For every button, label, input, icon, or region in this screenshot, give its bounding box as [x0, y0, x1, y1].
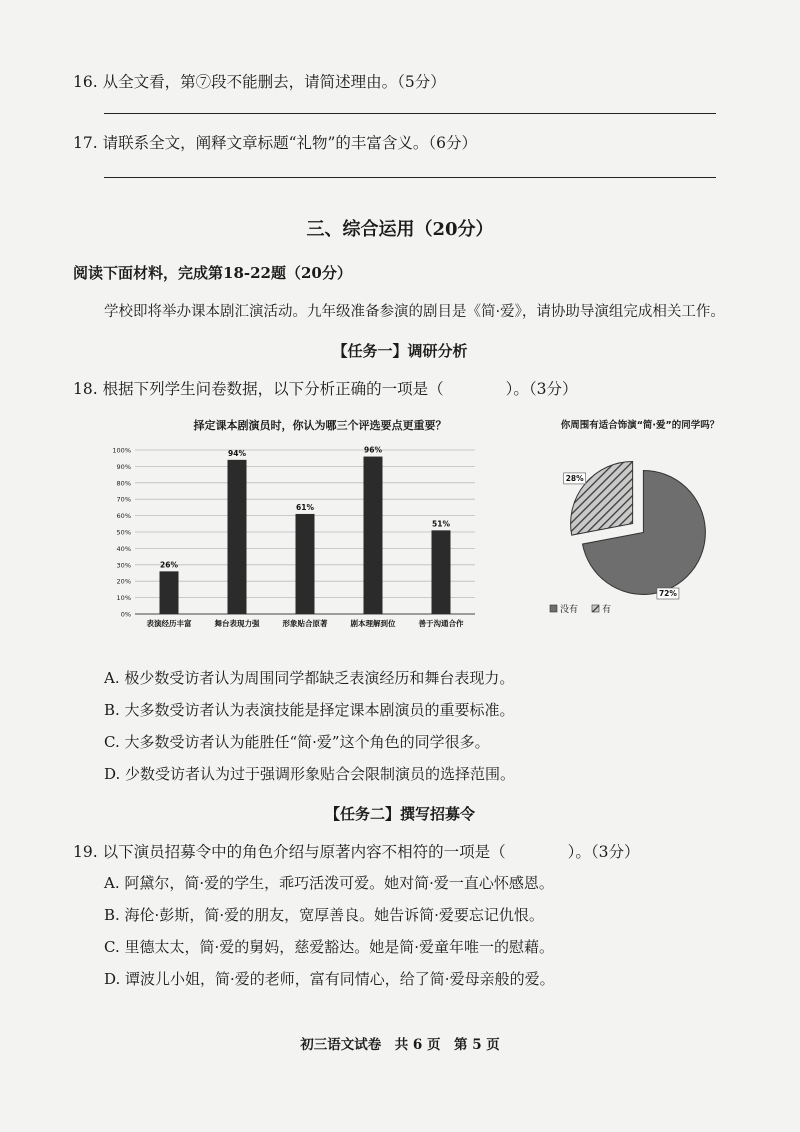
y-tick-label: 100%	[112, 446, 131, 455]
y-tick-label: 40%	[116, 544, 131, 553]
q19-option-d: D. 谭波儿小姐，简·爱的老师，富有同情心，给了简·爱母亲般的爱。	[104, 970, 555, 988]
bar-data-label: 94%	[228, 448, 246, 458]
y-tick-label: 80%	[116, 479, 131, 488]
legend-label: 没有	[560, 605, 579, 615]
bar-5	[432, 530, 451, 614]
y-tick-label: 0%	[120, 610, 131, 619]
x-category-label: 舞台表现力强	[214, 619, 260, 628]
y-tick-label: 50%	[116, 528, 131, 537]
q18-option-b: B. 大多数受访者认为表演技能是择定课本剧演员的重要标准。	[104, 701, 515, 719]
q19-option-b: B. 海伦·彭斯，简·爱的朋友，宽厚善良。她告诉简·爱要忘记仇恨。	[104, 906, 544, 924]
question-17: 17. 请联系全文，阐释文章标题“礼物”的丰富含义。（6分）	[73, 134, 478, 152]
q18-option-c: C. 大多数受访者认为能胜任“简·爱”这个角色的同学很多。	[104, 733, 490, 751]
y-tick-label: 10%	[116, 594, 131, 603]
bar-4	[364, 457, 383, 614]
x-category-label: 表演经历丰富	[146, 619, 192, 628]
answer-line-17	[104, 177, 716, 178]
bar-data-label: 26%	[160, 560, 178, 570]
y-tick-label: 70%	[116, 495, 131, 504]
section-intro: 学校即将举办课本剧汇演活动。九年级准备参演的剧目是《简·爱》，请协助导演组完成相关工作。	[104, 304, 725, 320]
q18-option-d: D. 少数受访者认为过于强调形象贴合会限制演员的选择范围。	[104, 765, 516, 783]
bar-data-label: 61%	[296, 502, 314, 512]
pie-data-label: 72%	[658, 589, 677, 599]
bar-chart-title: 择定课本剧演员时，你认为哪三个评选要点更重要？	[193, 419, 447, 432]
bar-3	[296, 514, 315, 614]
x-category-label: 善于沟通合作	[418, 619, 464, 628]
q19-option-c: C. 里德太太，简·爱的舅妈，慈爱豁达。她是简·爱童年唯一的慰藉。	[104, 938, 555, 956]
pie-chart-title: 你周围有适合饰演“简·爱”的同学吗？	[560, 420, 720, 431]
section-instruction: 阅读下面材料，完成第18-22题（20分）	[73, 264, 352, 282]
q19-option-a: A. 阿黛尔，简·爱的学生，乖巧活泼可爱。她对简·爱一直心怀感恩。	[104, 874, 554, 892]
pie-slice-2	[571, 462, 633, 536]
y-tick-label: 30%	[116, 561, 131, 570]
bar-chart	[105, 412, 485, 634]
bar-data-label: 96%	[364, 445, 382, 455]
y-tick-label: 90%	[116, 462, 131, 471]
task2-title: 【任务二】撰写招募令	[324, 805, 475, 823]
y-tick-label: 60%	[116, 512, 131, 521]
legend-label: 有	[602, 605, 612, 615]
pie-chart	[520, 412, 760, 627]
x-category-label: 剧本理解到位	[350, 619, 396, 628]
pie-data-label: 28%	[565, 473, 584, 483]
x-category-label: 形象贴合原著	[282, 619, 328, 628]
bar-2	[228, 460, 247, 614]
section-title: 三、综合运用（20分）	[306, 219, 494, 240]
question-18: 18. 根据下列学生问卷数据，以下分析正确的一项是（ ）。（3分）	[73, 380, 578, 398]
bar-1	[160, 571, 179, 614]
bar-data-label: 51%	[432, 519, 450, 529]
task1-title: 【任务一】调研分析	[332, 342, 468, 360]
question-19: 19. 以下演员招募令中的角色介绍与原著内容不相符的一项是（ ）。（3分）	[73, 843, 640, 861]
legend-swatch	[592, 605, 599, 612]
answer-line-16	[104, 113, 716, 114]
q18-option-a: A. 极少数受访者认为周围同学都缺乏表演经历和舞台表现力。	[104, 669, 515, 687]
question-16: 16. 从全文看，第⑦段不能删去，请简述理由。（5分）	[73, 73, 446, 91]
legend-swatch	[550, 605, 557, 612]
y-tick-label: 20%	[116, 577, 131, 586]
page-footer: 初三语文试卷 共 6 页 第 5 页	[300, 1037, 500, 1053]
